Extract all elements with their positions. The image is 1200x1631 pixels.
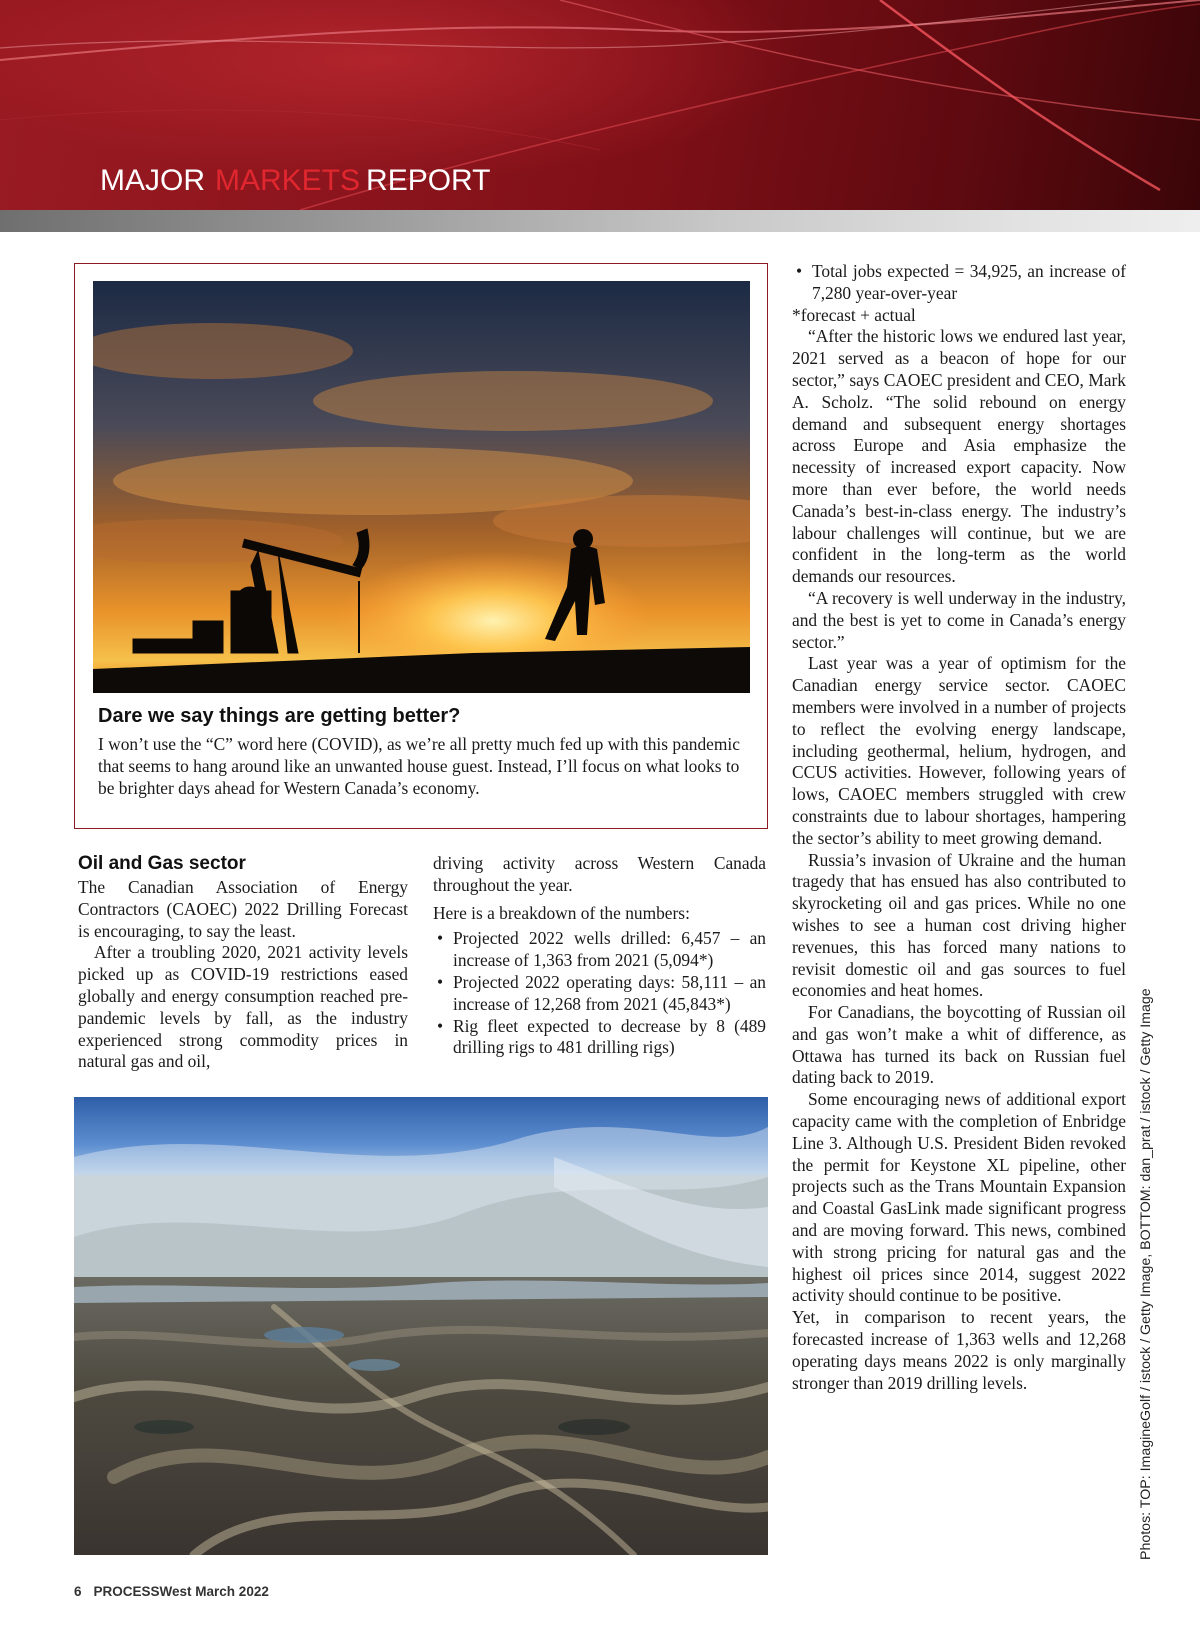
col3-paragraph-2: “A recovery is well underway in the industry, and the best is yet to come in Canada’s energy sector.”	[792, 587, 1126, 652]
list-item: • Total jobs expected = 34,925, an increase of 7,280 year-over-year	[792, 261, 1126, 305]
col3-paragraph-3: Last year was a year of optimism for the Canadian energy service sector. CAOEC members were involved in a number of projects to reflect the evolving energy landscape, including geothermal, helium, hydrogen, and CCUS activities. However, following years of lows, CAOEC members struggled with crew constraints due to labour shortages, hampering the sector’s ability to meet growing demand.	[792, 653, 1126, 848]
col3-paragraph-6: Some encouraging news of additional export capacity came with the completion of Enbridge Line 3. Although U.S. President Biden revoked the permit for Keystone XL pipeline, other projects such as the Trans Mountain Expansion and Coastal GasLink made significant progress and are moving forward. This news, combined with strong pricing for natural gas and the highest oil prices since 2014, suggest 2022 activity should continue to be positive.	[792, 1089, 1126, 1306]
column-3	[792, 261, 1126, 1394]
page-footer	[74, 1584, 269, 1599]
list-item: • Projected 2022 operating days: 58,111 – an increase of 12,268 from 2021 (45,843*)	[433, 972, 766, 1016]
list-item: • Rig fleet expected to decrease by 8 (489 drilling rigs to 481 drilling rigs)	[433, 1016, 766, 1060]
section-title	[100, 164, 491, 198]
oil-sands-aerial-photo	[74, 1097, 768, 1555]
numbers-bullet-list	[433, 928, 766, 1059]
forecast-footnote: *forecast + actual	[792, 304, 916, 325]
col3-paragraph-4: Russia’s invasion of Ukraine and the human tragedy that has ensued has also contributed to skyrocketing oil and gas prices. While no one wishes to see a human cost driving higher revenues, this has forced many nations to revisit domestic oil and gas sources to fuel economies and heat homes.	[792, 849, 1126, 1001]
title-part-major: MAJOR	[100, 164, 205, 197]
col1-paragraph-1: The Canadian Association of Energy Contractors (CAOEC) 2022 Drilling Forecast is encouraging, to say the least.	[78, 877, 408, 941]
jobs-bullet-list	[792, 261, 1126, 305]
title-part-report: REPORT	[366, 164, 491, 197]
col2-paragraph-2: Here is a breakdown of the numbers:	[433, 902, 690, 923]
col2-paragraph-1: driving activity across Western Canada throughout the year.	[433, 853, 766, 895]
col3-paragraph-1: “After the historic lows we endured last year, 2021 served as a beacon of hope for our sector,” says CAOEC president and CEO, Mark A. Scholz. “The solid rebound on energy demand and subsequent energy shortages across Europe and Asia emphasize the necessity of increased export capacity. Now more than ever before, the world needs Canada’s best-in-class energy. The industry’s labour challenges will continue, but we are confident in the long-term as the world demands our resources.	[792, 326, 1126, 587]
oil-pumpjack-sunset-photo	[93, 281, 750, 693]
list-item: • Projected 2022 wells drilled: 6,457 – an increase of 1,363 from 2021 (5,094*)	[433, 928, 766, 972]
col1-paragraph-2: After a troubling 2020, 2021 activity levels picked up as COVID-19 restrictions eased globally and energy consumption reached pre-pandemic levels by fall, as the industry experienced strong commodity prices in natural gas and oil,	[78, 942, 408, 1072]
feature-heading: Dare we say things are getting better?	[98, 705, 461, 727]
column-2	[433, 853, 766, 1059]
page-number: 6	[74, 1584, 82, 1599]
feature-intro-text: I won’t use the “C” word here (COVID), as we’re all pretty much fed up with this pandemic that seems to hang around like an unwanted house guest. Instead, I’ll focus on what looks to be brighter days ahead for Western Canada’s economy.	[98, 734, 740, 798]
photo-credit: Photos: TOP: ImagineGolf / istock / Getty Image, BOTTOM: dan_prat / istock / Getty Image	[1138, 988, 1154, 1560]
col3-paragraph-7: Yet, in comparison to recent years, the forecasted increase of 1,363 wells and 12,268 operating days means 2022 is only marginally stronger than 2019 drilling levels.	[792, 1307, 1126, 1393]
header-gray-band	[0, 210, 1200, 232]
col3-paragraph-5: For Canadians, the boycotting of Russian oil and gas won’t make a whit of difference, as Ottawa has turned its back on Russian fuel dating back to 2019.	[792, 1002, 1126, 1088]
column-1	[78, 851, 408, 1073]
section-heading-oil-gas: Oil and Gas sector	[78, 853, 246, 874]
publication-name: PROCESSWest March 2022	[93, 1584, 269, 1599]
header-banner	[0, 0, 1200, 210]
title-part-markets: MARKETS	[215, 164, 361, 197]
